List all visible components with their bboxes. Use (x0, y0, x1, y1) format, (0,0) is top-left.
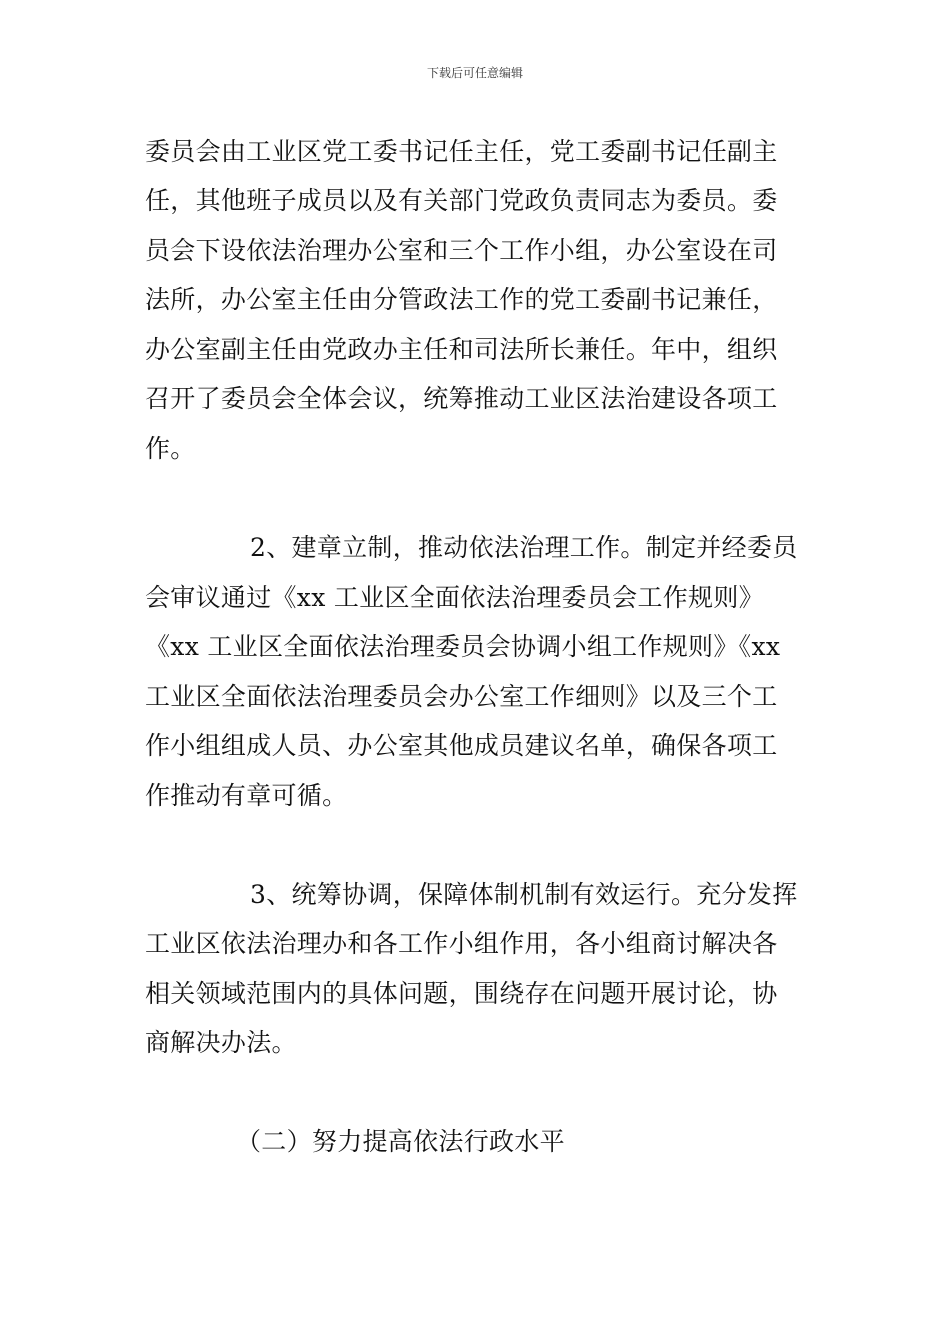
text-line: 《xx 工业区全面依法治理委员会协调小组工作规则》《xx (145, 632, 781, 661)
text-line: 办公室副主任由党政办主任和司法所长兼任。年中，组织 (145, 335, 778, 364)
text-line: 商解决办法。 (145, 1028, 297, 1057)
page-header: 下载后可任意编辑 (426, 66, 523, 80)
text-line: 作。 (145, 434, 196, 463)
text-line: 会审议通过《xx 工业区全面依法治理委员会工作规则》 (145, 583, 764, 612)
text-line: 相关领域范围内的具体问题，围绕存在问题开展讨论，协 (145, 979, 778, 1008)
text-line: 员会下设依法治理办公室和三个工作小组，办公室设在司 (145, 236, 778, 265)
text-line: 召开了委员会全体会议，统筹推动工业区法治建设各项工 (145, 384, 778, 413)
text-line: 工业区全面依法治理委员会办公室工作细则》以及三个工 (145, 682, 778, 711)
text-line: 工业区依法治理办和各工作小组作用，各小组商讨解决各 (145, 929, 778, 958)
text-line: 作推动有章可循。 (145, 781, 348, 810)
text-line: 3、统筹协调，保障体制机制有效运行。充分发挥 (250, 880, 798, 909)
text-line: 2、建章立制，推动依法治理工作。制定并经委员 (250, 533, 798, 562)
text-line: 作小组组成人员、办公室其他成员建议名单，确保各项工 (145, 731, 778, 760)
section-heading: （二）努力提高依法行政水平 (236, 1127, 565, 1156)
text-line: 委员会由工业区党工委书记任主任，党工委副书记任副主 (145, 137, 778, 166)
text-line: 法所，办公室主任由分管政法工作的党工委副书记兼任， (145, 285, 778, 314)
text-line: 任，其他班子成员以及有关部门党政负责同志为委员。委 (145, 186, 778, 215)
